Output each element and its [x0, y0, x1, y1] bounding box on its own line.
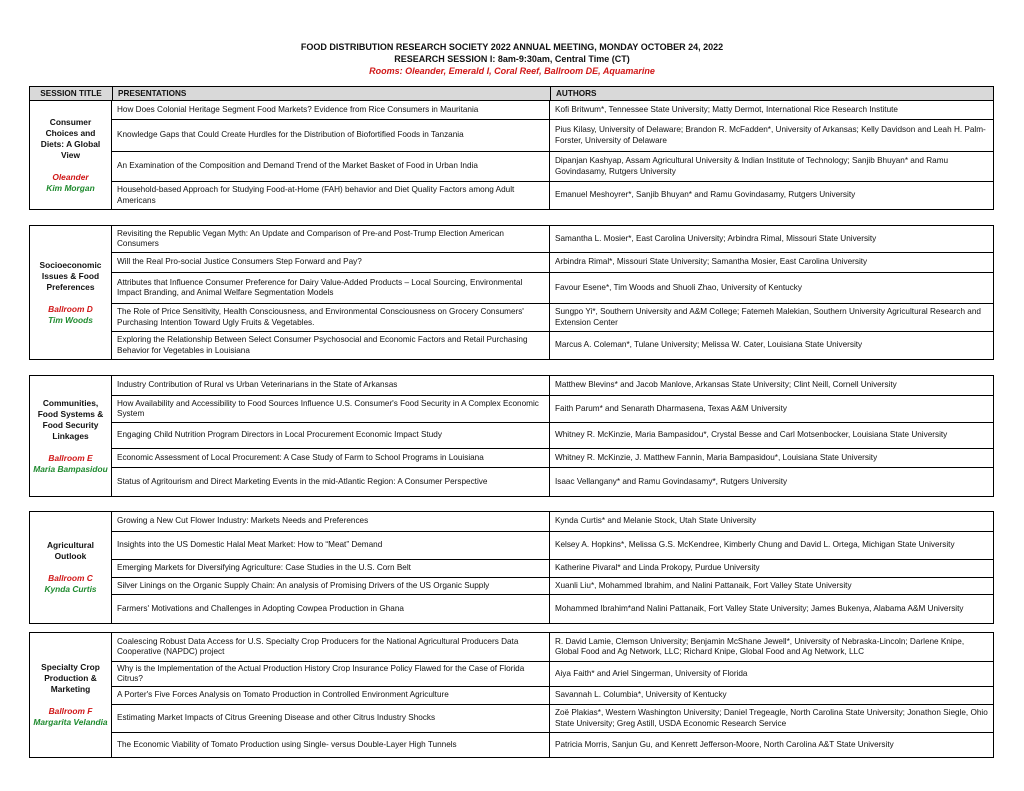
authors-cell: Matthew Blevins* and Jacob Manlove, Arkansas State University; Clint Neill, Cornell University: [555, 380, 897, 390]
session-room: Ballroom C: [48, 573, 93, 583]
table-row: [112, 331, 993, 359]
authors-cell: Mohammed Ibrahim*and Nalini Pattanaik, Fort Valley State University; James Bukenya, Alabama A&M University: [555, 603, 964, 613]
session-cell: [30, 226, 112, 359]
presentation-title: Exploring the Relationship Between Select Consumer Psychosocial and Economic Factors and Retail Purchasing Behavior for Vegetables in Louisiana: [112, 332, 550, 359]
authors-cell: Emanuel Meshoyrer*, Sanjib Bhuyan* and Ramu Govindasamy, Rutgers University: [555, 190, 856, 200]
table-row: [112, 594, 993, 623]
table-row: [112, 512, 993, 531]
session-cell: [30, 633, 112, 757]
presentation-title: Growing a New Cut Flower Industry: Markets Needs and Preferences: [112, 512, 550, 531]
session-title: Communities, Food Systems & Food Security Linkages: [37, 397, 104, 441]
presentation-title: How Does Colonial Heritage Segment Food Markets? Evidence from Rice Consumers in Mauritania: [112, 101, 550, 119]
session-cell: [30, 101, 112, 209]
authors-cell: Aiya Faith* and Ariel Singerman, University of Florida: [555, 668, 748, 678]
presentation-title: An Examination of the Composition and Demand Trend of the Market Basket of Food in Urban India: [112, 152, 550, 181]
session-room: Ballroom D: [48, 303, 93, 314]
authors-cell: Dipanjan Kashyap, Assam Agricultural University & Indian Institute of Technology; Sanjib Bhuyan* and Ramu Govindasamy, Rutgers University: [555, 156, 949, 176]
authors-cell: Pius Kilasy, University of Delaware; Brandon R. McFadden*, University of Arkansas; Kelly Davidson and Leah H. Palm-Forster, University of Delaware: [555, 125, 986, 145]
table-row: [112, 448, 993, 467]
session-chair: Kim Morgan: [46, 182, 95, 193]
table-row: [112, 395, 993, 422]
presentation-title: The Economic Viability of Tomato Production using Single- versus Double-Layer High Tunnels: [112, 733, 550, 757]
session-group: [30, 226, 993, 359]
authors-cell: Savannah L. Columbia*, University of Kentucky: [555, 690, 727, 700]
session-title: Consumer Choices and Diets: A Global View: [40, 116, 101, 160]
presentation-title: Household-based Approach for Studying Food-at-Home (FAH) behavior and Diet Quality Factors among Adult Americans: [112, 182, 550, 209]
session-chair: Maria Bampasidou: [33, 463, 108, 474]
authors-cell: Zoë Plakias*, Western Washington University; Daniel Tregeagle, North Carolina State University; Jonathon Siegle, Ohio State University; Greg Astill, USDA Economic Research Service: [555, 708, 988, 728]
presentation-title: Insights into the US Domestic Halal Meat Market: How to “Meat” Demand: [112, 532, 550, 559]
authors-cell: Xuanli Liu*, Mohammed Ibrahim, and Nalini Pattanaik, Fort Valley State University: [555, 580, 852, 590]
presentation-title: Why is the Implementation of the Actual Production History Crop Insurance Policy Flawed for the Case of Florida Citrus?: [112, 662, 550, 686]
authors-cell: Kelsey A. Hopkins*, Melissa G.S. McKendree, Kimberly Chung and David L. Ortega, Michigan State University: [555, 540, 955, 550]
table-row: [112, 226, 993, 252]
session-group: [30, 376, 993, 496]
authors-cell: Kynda Curtis* and Melanie Stock, Utah State University: [555, 516, 757, 526]
table-row: [112, 303, 993, 331]
session-title: Agricultural Outlook: [47, 540, 94, 561]
presentation-title: Farmers' Motivations and Challenges in Adopting Cowpea Production in Ghana: [112, 595, 550, 623]
table-row: [112, 119, 993, 151]
table-row: [112, 151, 993, 181]
column-header-row: [30, 87, 993, 101]
column-header-authors: AUTHORS: [556, 89, 597, 98]
authors-cell: Arbindra Rimal*, Missouri State University; Samantha Mosier, East Carolina University: [555, 257, 868, 267]
presentation-title: Attributes that Influence Consumer Preference for Dairy Value-Added Products – Local Sourcing, Environmental Impact Branding, and Animal Welfare Segmentation Models: [112, 273, 550, 303]
table-row: [112, 376, 993, 395]
table-row: [112, 661, 993, 686]
session-room: Ballroom E: [48, 452, 93, 463]
session-table: [29, 632, 994, 758]
presentation-title: How Availability and Accessibility to Food Sources Influence U.S. Consumer's Food Security in A Complex Economic System: [112, 396, 550, 422]
authors-cell: Faith Parum* and Senarath Dharmasena, Texas A&M University: [555, 403, 787, 413]
meeting-title: FOOD DISTRIBUTION RESEARCH SOCIETY 2022 ANNUAL MEETING, MONDAY OCTOBER 24, 2022: [300, 42, 724, 52]
authors-cell: Kofi Britwum*, Tennessee State University; Matty Dermot, International Rice Research Institute: [555, 104, 898, 114]
authors-cell: Isaac Vellangany* and Ramu Govindasamy*, Rutgers University: [555, 476, 788, 486]
table-row: [112, 559, 993, 577]
session-group: [30, 633, 993, 757]
table-row: [112, 531, 993, 559]
presentation-title: Engaging Child Nutrition Program Directors in Local Procurement Economic Impact Study: [112, 423, 550, 448]
session-chair: Tim Woods: [48, 314, 93, 325]
presentation-title: Knowledge Gaps that Could Create Hurdles for the Distribution of Biofortified Foods in Tanzania: [112, 120, 550, 151]
session-table: [29, 375, 994, 497]
authors-cell: Marcus A. Coleman*, Tulane University; Melissa W. Cater, Louisiana State University: [555, 340, 863, 350]
session-cell: [30, 376, 112, 496]
session-room: Oleander: [52, 171, 89, 182]
session-chair: Margarita Velandia: [33, 717, 108, 727]
presentation-title: Coalescing Robust Data Access for U.S. Specialty Crop Producers for the National Agricultural Producers Data Cooperative (NAPDC) project: [112, 633, 550, 661]
session-group: [30, 512, 993, 623]
table-row: [112, 686, 993, 704]
authors-cell: R. David Lamie, Clemson University; Benjamin McShane Jewell*, University of Nebraska-Lincoln; Darlene Knipe, Global Food and Ag Network, LLC; Richard Knipe, Global Food and Ag Network, LLC: [555, 636, 965, 656]
presentation-title: Estimating Market Impacts of Citrus Greening Disease and other Citrus Industry Shocks: [112, 705, 550, 732]
session-table: [29, 511, 994, 624]
table-row: [112, 633, 993, 661]
table-row: [112, 704, 993, 732]
presentation-title: Status of Agritourism and Direct Marketing Events in the mid-Atlantic Region: A Consumer Perspective: [112, 468, 550, 496]
column-header-session: SESSION TITLE: [30, 87, 113, 100]
authors-cell: Samantha L. Mosier*, East Carolina University; Arbindra Rimal, Missouri State University: [555, 233, 877, 243]
table-row: [112, 101, 993, 119]
table-row: [112, 577, 993, 594]
session-group: [30, 101, 993, 209]
authors-cell: Favour Esene*, Tim Woods and Shuoli Zhao, University of Kentucky: [555, 282, 802, 292]
rooms-line: Rooms: Oleander, Emerald I, Coral Reef, Ballroom DE, Aquamarine: [369, 66, 655, 76]
table-row: [112, 732, 993, 757]
presentation-title: Industry Contribution of Rural vs Urban Veterinarians in the State of Arkansas: [112, 376, 550, 395]
authors-cell: Whitney R. McKinzie, J. Matthew Fannin, Maria Bampasidou*, Louisiana State University: [555, 452, 878, 462]
session-cell: [30, 512, 112, 623]
table-row: [112, 422, 993, 448]
presentation-title: Will the Real Pro-social Justice Consumers Step Forward and Pay?: [112, 253, 550, 272]
authors-cell: Sungpo Yi*, Southern University and A&M College; Fatemeh Malekian, Southern University Agricultural Research and Extension Center: [555, 307, 981, 327]
presentation-title: Revisiting the Republic Vegan Myth: An Update and Comparison of Pre-and Post-Trump Election American Consumers: [112, 226, 550, 252]
table-row: [112, 252, 993, 272]
authors-cell: Katherine Pivaral* and Linda Prokopy, Purdue University: [555, 563, 760, 573]
table-row: [112, 181, 993, 209]
presentation-title: The Role of Price Sensitivity, Health Consciousness, and Environmental Consciousness on Grocery Consumers' Purchasing Intention Toward Ugly Fruits & Vegetables.: [112, 304, 550, 331]
session-table: [29, 225, 994, 360]
session-time: RESEARCH SESSION I: 8am-9:30am, Central Time (CT): [394, 54, 630, 64]
presentation-title: Economic Assessment of Local Procurement: A Case Study of Farm to School Programs in Louisiana: [112, 449, 550, 467]
column-header-presentations: PRESENTATIONS: [113, 87, 551, 100]
table-row: [112, 467, 993, 496]
session-chair: Kynda Curtis: [44, 584, 97, 594]
table-row: [112, 272, 993, 303]
session-title: Socioeconomic Issues & Food Preferences: [39, 259, 102, 292]
presentation-title: Emerging Markets for Diversifying Agriculture: Case Studies in the U.S. Corn Belt: [112, 560, 550, 577]
presentation-title: Silver Linings on the Organic Supply Chain: An analysis of Promising Drivers of the US Organic Supply: [112, 578, 550, 594]
session-table: [29, 86, 994, 210]
authors-cell: Whitney R. McKinzie, Maria Bampasidou*, Crystal Besse and Carl Motsenbocker, Louisiana State University: [555, 430, 948, 440]
presentation-title: A Porter's Five Forces Analysis on Tomato Production in Controlled Environment Agriculture: [112, 687, 550, 704]
authors-cell: Patricia Morris, Sanjun Gu, and Kenrett Jefferson-Moore, North Carolina A&T State University: [555, 739, 894, 749]
session-room: Ballroom F: [48, 706, 93, 716]
session-title: Specialty Crop Production & Marketing: [41, 662, 100, 694]
